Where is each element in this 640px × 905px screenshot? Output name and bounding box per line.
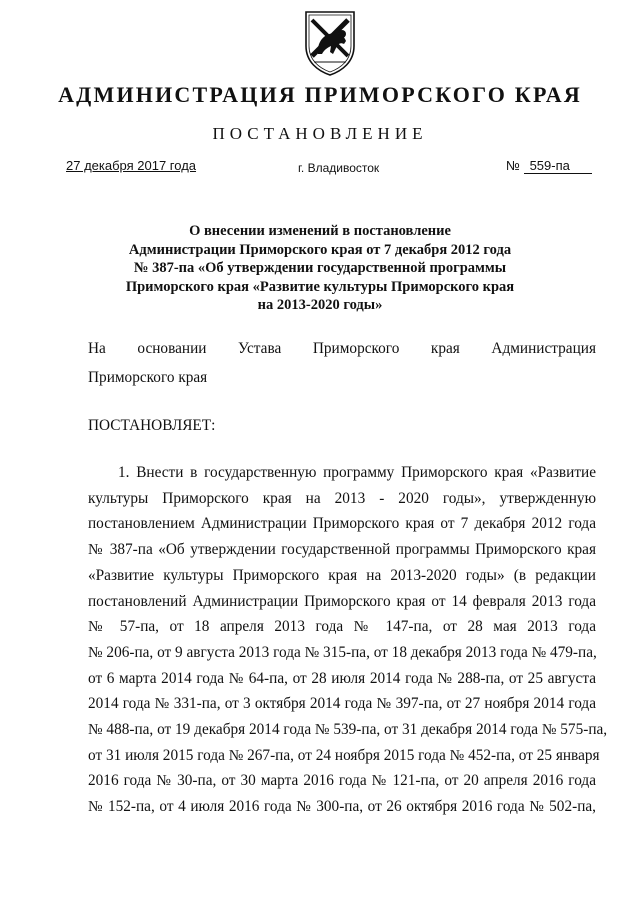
paragraph-line: от 6 марта 2014 года № 64-па, от 28 июля 2014 года № 288-па, от 25 августа xyxy=(88,669,596,687)
paragraph-line: № 206-па, от 9 августа 2013 года № 315-па, от 18 декабря 2013 года № 479-па, xyxy=(88,643,597,661)
title-line: № 387-па «Об утверждении государственной программы xyxy=(133,260,507,277)
paragraph-line: культуры Приморского края на 2013 - 2020 годы», утвержденную xyxy=(88,489,596,507)
document-number: № 559-па xyxy=(506,158,592,174)
document-title xyxy=(60,222,580,315)
organization-title: АДМИНИСТРАЦИЯ ПРИМОРСКОГО КРАЯ xyxy=(58,82,582,107)
paragraph-line: 1. Внести в государственную программу Приморского края «Развитие xyxy=(118,464,596,481)
title-line: Приморского края «Развитие культуры Приморского края xyxy=(125,278,515,295)
title-line: на 2013-2020 годы» xyxy=(257,297,383,314)
paragraph-line: 2016 года № 30-па, от 30 марта 2016 года № 121-па, от 20 апреля 2016 года xyxy=(88,772,596,790)
coat-of-arms-emblem xyxy=(300,8,360,78)
paragraph-line: № 387-па «Об утверждении государственной программы Приморского края xyxy=(88,541,596,559)
title-line: Администрации Приморского края от 7 декабря 2012 года xyxy=(128,241,512,258)
paragraph-line: № 152-па, от 4 июля 2016 года № 300-па, от 26 октября 2016 года № 502-па, xyxy=(88,798,596,816)
paragraph-line: № 488-па, от 19 декабря 2014 года № 539-па, от 31 декабря 2014 года № 575-па, xyxy=(88,721,608,739)
document-city: г. Владивосток xyxy=(298,161,380,175)
document-type: ПОСТАНОВЛЕНИЕ xyxy=(212,124,428,143)
document-date: 27 декабря 2017 года xyxy=(66,158,197,173)
paragraph-line: постановлений Администрации Приморского края от 14 февраля 2013 года xyxy=(88,592,596,610)
decree-statement: ПОСТАНОВЛЯЕТ: xyxy=(88,417,216,434)
paragraph-line: № 57-па, от 18 апреля 2013 года № 147-па, от 28 мая 2013 года xyxy=(88,618,596,636)
paragraph-line: от 31 июля 2015 года № 267-па, от 24 ноября 2015 года № 452-па, от 25 января xyxy=(88,746,600,764)
basis-line-1: На основании Устава Приморского края Администрация xyxy=(88,340,596,357)
paragraph-line: 2014 года № 331-па, от 3 октября 2014 года № 397-па, от 27 ноября 2014 года xyxy=(88,695,596,713)
paragraph-line: «Развитие культуры Приморского края на 2013-2020 годы» (в редакции xyxy=(88,566,596,584)
paragraph-1 xyxy=(88,460,608,820)
basis-line-2: Приморского края xyxy=(88,369,208,386)
title-line: О внесении изменений в постановление xyxy=(189,223,451,239)
document-number-value: 559-па xyxy=(524,158,592,174)
paragraph-line: постановлением Администрации Приморского края от 7 декабря 2012 года xyxy=(88,515,596,533)
